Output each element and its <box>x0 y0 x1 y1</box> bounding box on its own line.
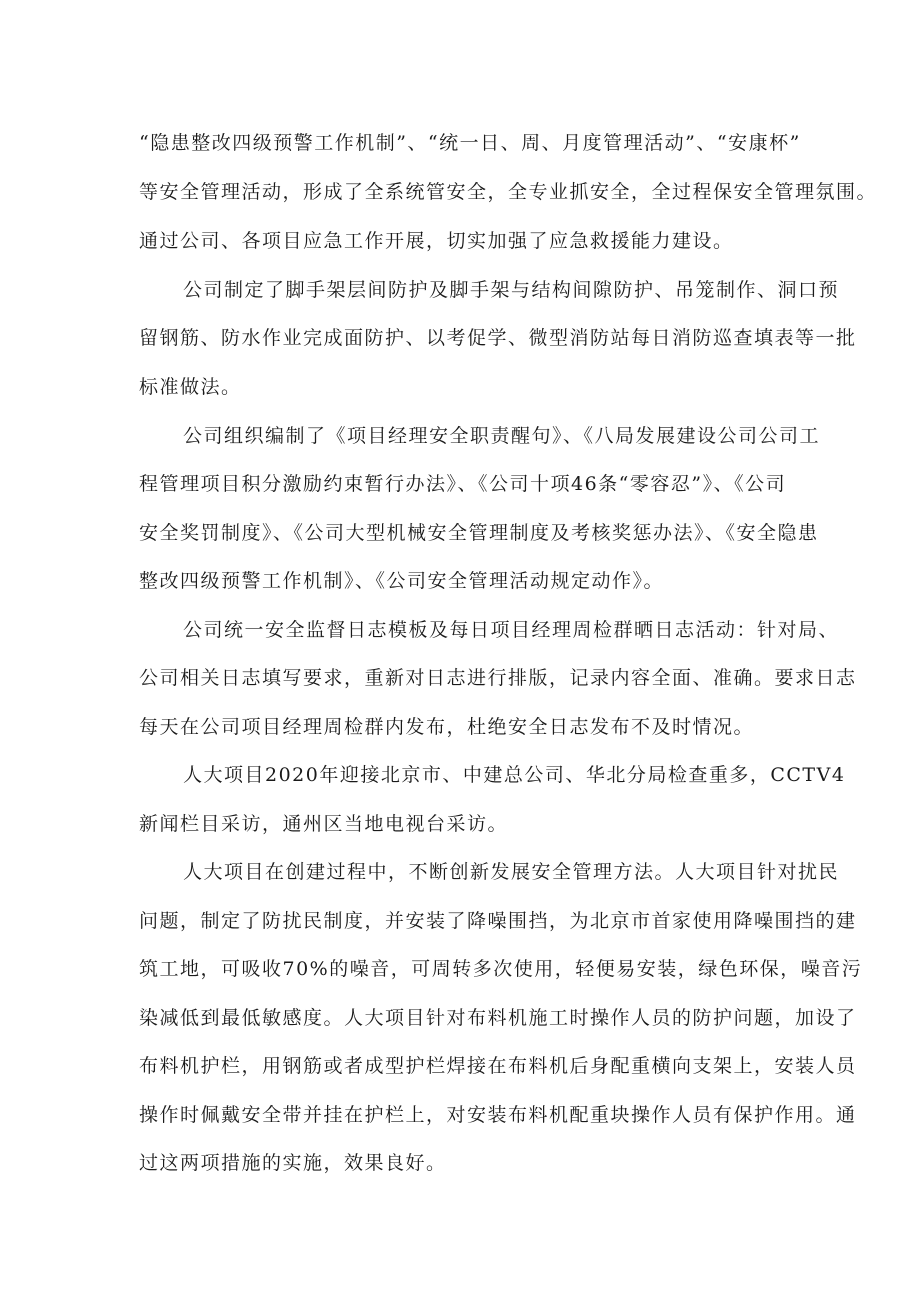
text-line: 公司相关日志填写要求，重新对日志进行排版，记录内容全面、准确。要求日志 <box>139 667 857 689</box>
text-line: 过这两项措施的实施，效果良好。 <box>139 1152 447 1174</box>
text-line: 公司组织编制了《项目经理安全职责醒句》、《八局发展建设公司公司工 <box>183 425 821 447</box>
text-line: 人大项目2020年迎接北京市、中建总公司、华北分局检查重多，CCTV4 <box>183 764 846 786</box>
text-line: 留钢筋、防水作业完成面防护、以考促学、微型消防站每日消防巡查填表等一批 <box>139 327 857 349</box>
text-line: 每天在公司项目经理周检群内发布，杜绝安全日志发布不及时情况。 <box>139 716 755 738</box>
text-line: 人大项目在创建过程中，不断创新发展安全管理方法。人大项目针对扰民 <box>183 861 840 883</box>
text-line: 通过公司、各项目应急工作开展，切实加强了应急救援能力建设。 <box>139 230 734 252</box>
text-line: 新闻栏目采访，通州区当地电视台采访。 <box>139 813 509 835</box>
text-line: 整改四级预警工作机制》、《公司安全管理活动规定动作》。 <box>139 570 665 592</box>
text-line: 公司统一安全监督日志模板及每日项目经理周检群晒日志活动：针对局、 <box>183 619 840 641</box>
text-line: 公司制定了脚手架层间防护及脚手架与结构间隙防护、吊笼制作、洞口预 <box>183 279 840 301</box>
text-line: 染减低到最低敏感度。人大项目针对布料机施工时操作人员的防护问题，加设了 <box>139 1007 857 1029</box>
text-line: 问题，制定了防扰民制度，并安装了降噪围挡，为北京市首家使用降噪围挡的建 <box>139 910 857 932</box>
text-line: 安全奖罚制度》、《公司大型机械安全管理制度及考核奖惩办法》、《安全隐患 <box>139 522 819 544</box>
text-line: 筑工地，可吸收70%的噪音，可周转多次使用，轻便易安装，绿色环保，噪音污 <box>139 958 863 980</box>
text-line: 等安全管理活动，形成了全系统管安全，全专业抓安全，全过程保安全管理氛围。 <box>139 181 878 203</box>
text-line: 程管理项目积分激励约束暂行办法》、《公司十项46条“零容忍”》、《公司 <box>139 473 787 495</box>
text-line: 布料机护栏，用钢筋或者成型护栏焊接在布料机后身配重横向支架上，安装人员 <box>139 1055 857 1077</box>
text-line: “隐患整改四级预警工作机制”、“统一日、周、月度管理活动”、“安康杯” <box>139 132 801 154</box>
text-line: 标准做法。 <box>139 376 242 398</box>
text-line: 操作时佩戴安全带并挂在护栏上，对安装布料机配重块操作人员有保护作用。通 <box>139 1104 857 1126</box>
